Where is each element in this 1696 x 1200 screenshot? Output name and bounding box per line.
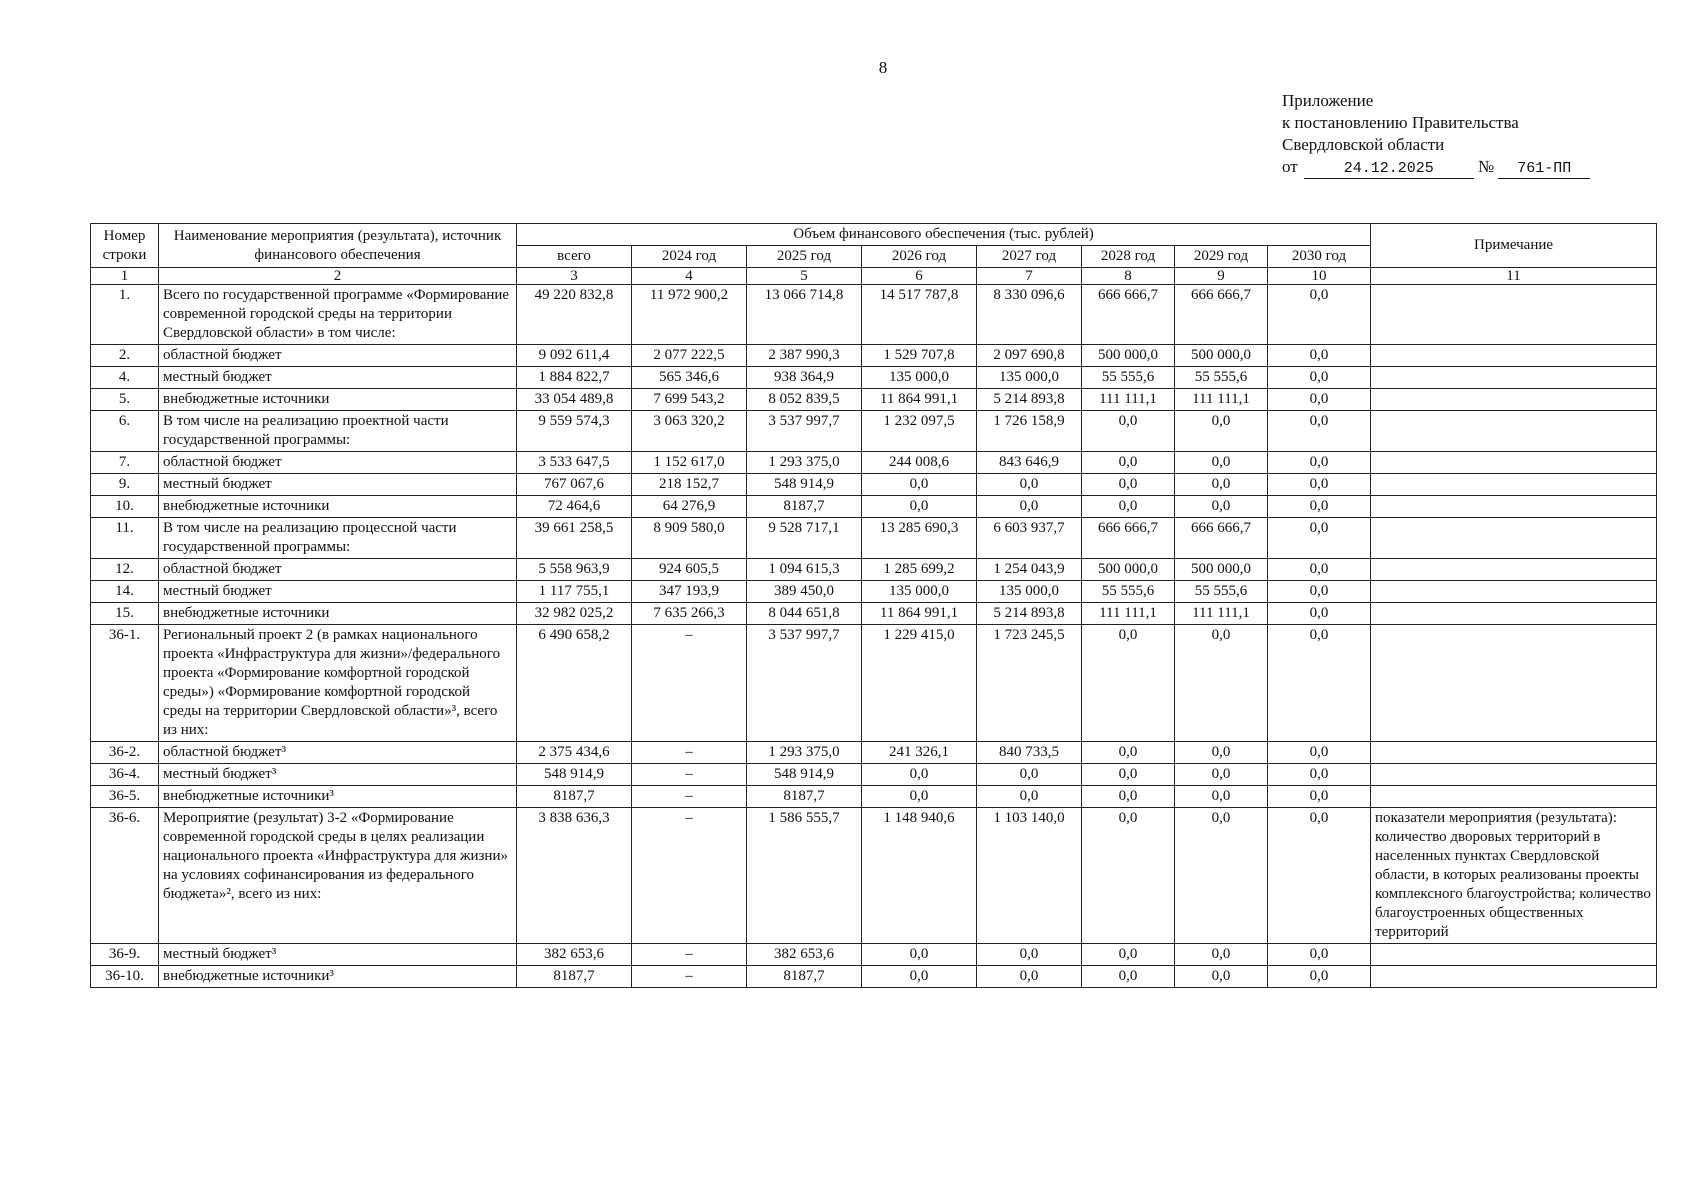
row-value: 0,0 [1268, 944, 1371, 966]
row-value: 1 094 615,3 [747, 559, 862, 581]
row-note [1371, 345, 1657, 367]
row-value: 2 077 222,5 [632, 345, 747, 367]
row-number: 6. [91, 411, 159, 452]
row-value: 0,0 [1268, 411, 1371, 452]
row-value: 135 000,0 [977, 367, 1082, 389]
row-name: В том числе на реализацию проектной части государственной программы: [159, 411, 517, 452]
row-number: 14. [91, 581, 159, 603]
header-name: Наименование мероприятия (результата), источник финансового обеспечения [159, 224, 517, 268]
row-value: 0,0 [862, 764, 977, 786]
row-value: 1 723 245,5 [977, 625, 1082, 742]
row-value: 500 000,0 [1082, 559, 1175, 581]
header-year: 2030 год [1268, 246, 1371, 268]
row-note [1371, 625, 1657, 742]
row-value: 0,0 [862, 496, 977, 518]
row-name: Всего по государственной программе «Формирование современной городской среды на территории Свердловской области» в том числе: [159, 285, 517, 345]
appendix-date-line [1282, 156, 1590, 179]
row-value: 111 111,1 [1175, 603, 1268, 625]
column-number: 9 [1175, 268, 1268, 285]
row-value: 548 914,9 [747, 764, 862, 786]
column-number: 11 [1371, 268, 1657, 285]
row-value: 0,0 [1082, 786, 1175, 808]
row-number: 4. [91, 367, 159, 389]
table-row [91, 367, 1657, 389]
row-value: 666 666,7 [1082, 285, 1175, 345]
column-number: 6 [862, 268, 977, 285]
row-value: 938 364,9 [747, 367, 862, 389]
column-number: 3 [517, 268, 632, 285]
row-number: 10. [91, 496, 159, 518]
row-value: 347 193,9 [632, 581, 747, 603]
row-value: – [632, 786, 747, 808]
row-value: 1 293 375,0 [747, 452, 862, 474]
row-value: 0,0 [1268, 966, 1371, 988]
row-note [1371, 474, 1657, 496]
financing-table [90, 223, 1657, 988]
row-value: 0,0 [1082, 966, 1175, 988]
row-value: 1 586 555,7 [747, 808, 862, 944]
table-row [91, 786, 1657, 808]
row-value: 0,0 [1082, 764, 1175, 786]
row-value: 0,0 [1268, 452, 1371, 474]
header-year: 2027 год [977, 246, 1082, 268]
row-value: 1 293 375,0 [747, 742, 862, 764]
table-body [91, 285, 1657, 988]
row-value: 5 214 893,8 [977, 603, 1082, 625]
row-value: 3 838 636,3 [517, 808, 632, 944]
table-row [91, 452, 1657, 474]
row-value: – [632, 944, 747, 966]
appendix-line-2: к постановлению Правительства [1282, 113, 1519, 132]
header-year: всего [517, 246, 632, 268]
row-value: 0,0 [977, 944, 1082, 966]
row-value: 500 000,0 [1175, 559, 1268, 581]
row-value: 5 214 893,8 [977, 389, 1082, 411]
table-row [91, 411, 1657, 452]
header-note: Примечание [1371, 224, 1657, 268]
row-value: 0,0 [1268, 367, 1371, 389]
row-value: 0,0 [1175, 411, 1268, 452]
row-name: внебюджетные источники [159, 603, 517, 625]
row-value: 0,0 [977, 786, 1082, 808]
row-value: 843 646,9 [977, 452, 1082, 474]
row-value: 0,0 [1082, 496, 1175, 518]
row-value: 1 884 822,7 [517, 367, 632, 389]
column-number: 2 [159, 268, 517, 285]
row-value: 72 464,6 [517, 496, 632, 518]
row-name: внебюджетные источники³ [159, 966, 517, 988]
row-value: 111 111,1 [1175, 389, 1268, 411]
column-number: 1 [91, 268, 159, 285]
header-year: 2026 год [862, 246, 977, 268]
row-value: 3 537 997,7 [747, 625, 862, 742]
table-row [91, 389, 1657, 411]
row-name: Мероприятие (результат) 3-2 «Формирование современной городской среды в целях реализации национального проекта «Инфраструктура для жизни» на условиях софинансирования из федерального бюджета»², всего из них: [159, 808, 517, 944]
row-value: 11 864 991,1 [862, 389, 977, 411]
row-number: 7. [91, 452, 159, 474]
row-value: 548 914,9 [517, 764, 632, 786]
row-note [1371, 742, 1657, 764]
row-name: областной бюджет [159, 559, 517, 581]
row-value: 0,0 [1268, 786, 1371, 808]
row-value: 1 232 097,5 [862, 411, 977, 452]
row-value: 666 666,7 [1175, 285, 1268, 345]
table-row [91, 474, 1657, 496]
column-number: 5 [747, 268, 862, 285]
decree-date: 24.12.2025 [1304, 160, 1474, 179]
row-value: 0,0 [1082, 742, 1175, 764]
row-value: 13 066 714,8 [747, 285, 862, 345]
row-value: 6 603 937,7 [977, 518, 1082, 559]
row-value: 1 103 140,0 [977, 808, 1082, 944]
row-value: 1 285 699,2 [862, 559, 977, 581]
row-number: 36-4. [91, 764, 159, 786]
column-number: 10 [1268, 268, 1371, 285]
row-note [1371, 389, 1657, 411]
row-note [1371, 581, 1657, 603]
row-note [1371, 603, 1657, 625]
table-row [91, 966, 1657, 988]
row-value: 0,0 [1268, 518, 1371, 559]
row-note [1371, 452, 1657, 474]
row-value: 8 909 580,0 [632, 518, 747, 559]
row-value: 39 661 258,5 [517, 518, 632, 559]
row-value: 1 148 940,6 [862, 808, 977, 944]
row-value: 7 635 266,3 [632, 603, 747, 625]
row-value: 767 067,6 [517, 474, 632, 496]
row-value: 0,0 [1268, 742, 1371, 764]
row-value: 8187,7 [747, 496, 862, 518]
row-name: областной бюджет [159, 345, 517, 367]
date-prefix: от [1282, 157, 1298, 176]
row-note [1371, 285, 1657, 345]
row-value: 0,0 [977, 474, 1082, 496]
row-name: внебюджетные источники [159, 389, 517, 411]
row-note: показатели мероприятия (результата): количество дворовых территорий в населенных пунктах Свердловской области, в которых реализованы проекты комплексного благоустройства; количество благоустроенных общественных территорий [1371, 808, 1657, 944]
row-value: 8187,7 [517, 966, 632, 988]
row-value: 0,0 [1268, 389, 1371, 411]
row-value: 548 914,9 [747, 474, 862, 496]
row-note [1371, 518, 1657, 559]
row-number: 36-5. [91, 786, 159, 808]
row-value: 7 699 543,2 [632, 389, 747, 411]
row-value: 0,0 [1268, 581, 1371, 603]
column-number: 4 [632, 268, 747, 285]
column-number: 7 [977, 268, 1082, 285]
row-value: 1 726 158,9 [977, 411, 1082, 452]
row-value: 0,0 [1082, 944, 1175, 966]
row-value: 11 864 991,1 [862, 603, 977, 625]
row-number: 36-1. [91, 625, 159, 742]
row-value: 9 092 611,4 [517, 345, 632, 367]
table-row [91, 742, 1657, 764]
row-value: – [632, 764, 747, 786]
row-value: 0,0 [1175, 452, 1268, 474]
row-value: 0,0 [1082, 808, 1175, 944]
row-value: 64 276,9 [632, 496, 747, 518]
row-value: 565 346,6 [632, 367, 747, 389]
row-value: 244 008,6 [862, 452, 977, 474]
row-value: 49 220 832,8 [517, 285, 632, 345]
row-value: 0,0 [1268, 625, 1371, 742]
row-value: 2 387 990,3 [747, 345, 862, 367]
table-row [91, 518, 1657, 559]
row-value: 9 528 717,1 [747, 518, 862, 559]
table-row [91, 496, 1657, 518]
row-value: 0,0 [1175, 742, 1268, 764]
row-number: 36-9. [91, 944, 159, 966]
row-name: внебюджетные источники [159, 496, 517, 518]
row-value: 840 733,5 [977, 742, 1082, 764]
row-value: 0,0 [862, 786, 977, 808]
row-value: 55 555,6 [1175, 581, 1268, 603]
row-value: 55 555,6 [1175, 367, 1268, 389]
row-value: 13 285 690,3 [862, 518, 977, 559]
row-value: 0,0 [1175, 625, 1268, 742]
row-name: внебюджетные источники³ [159, 786, 517, 808]
row-value: 0,0 [1082, 411, 1175, 452]
row-name: В том числе на реализацию процессной части государственной программы: [159, 518, 517, 559]
row-value: 0,0 [1175, 474, 1268, 496]
row-value: 33 054 489,8 [517, 389, 632, 411]
row-value: 0,0 [1082, 625, 1175, 742]
row-value: 0,0 [862, 474, 977, 496]
header-year: 2029 год [1175, 246, 1268, 268]
row-value: 0,0 [1268, 496, 1371, 518]
row-name: областной бюджет³ [159, 742, 517, 764]
row-value: 2 375 434,6 [517, 742, 632, 764]
row-number: 5. [91, 389, 159, 411]
row-value: 241 326,1 [862, 742, 977, 764]
row-value: 0,0 [977, 966, 1082, 988]
appendix-line-3: Свердловской области [1282, 135, 1445, 154]
row-value: 0,0 [1082, 452, 1175, 474]
row-number: 15. [91, 603, 159, 625]
row-value: 666 666,7 [1082, 518, 1175, 559]
row-value: 3 537 997,7 [747, 411, 862, 452]
row-value: 218 152,7 [632, 474, 747, 496]
row-value: 0,0 [1268, 345, 1371, 367]
row-value: 0,0 [1175, 764, 1268, 786]
row-value: – [632, 742, 747, 764]
column-numbers-row [91, 268, 1657, 285]
row-value: 0,0 [1175, 944, 1268, 966]
row-value: 5 558 963,9 [517, 559, 632, 581]
row-value: 0,0 [1175, 808, 1268, 944]
row-value: 135 000,0 [977, 581, 1082, 603]
row-value: 666 666,7 [1175, 518, 1268, 559]
row-value: 1 117 755,1 [517, 581, 632, 603]
row-value: 6 490 658,2 [517, 625, 632, 742]
row-value: – [632, 966, 747, 988]
row-value: 0,0 [862, 944, 977, 966]
row-value: 8187,7 [517, 786, 632, 808]
table-row [91, 559, 1657, 581]
row-value: 0,0 [1268, 603, 1371, 625]
row-note [1371, 944, 1657, 966]
row-value: 1 152 617,0 [632, 452, 747, 474]
row-value: 389 450,0 [747, 581, 862, 603]
table-row [91, 625, 1657, 742]
row-number: 11. [91, 518, 159, 559]
row-note [1371, 966, 1657, 988]
row-name: Региональный проект 2 (в рамках национального проекта «Инфраструктура для жизни»/федерального проекта «Формирование комфортной городской среды») «Формирование комфортной городской среды на территории Свердловской области»³, всего из них: [159, 625, 517, 742]
header-year: 2025 год [747, 246, 862, 268]
row-note [1371, 764, 1657, 786]
row-note [1371, 411, 1657, 452]
row-name: областной бюджет [159, 452, 517, 474]
row-value: 8 330 096,6 [977, 285, 1082, 345]
row-value: 0,0 [1268, 474, 1371, 496]
row-number: 36-10. [91, 966, 159, 988]
row-value: 55 555,6 [1082, 367, 1175, 389]
row-value: 3 063 320,2 [632, 411, 747, 452]
row-value: 8 044 651,8 [747, 603, 862, 625]
row-value: – [632, 625, 747, 742]
row-value: 2 097 690,8 [977, 345, 1082, 367]
row-note [1371, 786, 1657, 808]
row-number: 2. [91, 345, 159, 367]
row-value: 1 229 415,0 [862, 625, 977, 742]
row-value: 9 559 574,3 [517, 411, 632, 452]
row-value: 11 972 900,2 [632, 285, 747, 345]
row-value: 14 517 787,8 [862, 285, 977, 345]
row-value: 0,0 [862, 966, 977, 988]
row-value: 135 000,0 [862, 581, 977, 603]
column-number: 8 [1082, 268, 1175, 285]
row-value: 0,0 [977, 496, 1082, 518]
row-name: местный бюджет³ [159, 764, 517, 786]
header-row-number: Номер строки [91, 224, 159, 268]
appendix-line-1: Приложение [1282, 91, 1374, 110]
row-value: 0,0 [1082, 474, 1175, 496]
row-value: 924 605,5 [632, 559, 747, 581]
row-value: 8187,7 [747, 786, 862, 808]
row-value: 1 254 043,9 [977, 559, 1082, 581]
row-value: 500 000,0 [1082, 345, 1175, 367]
row-name: местный бюджет [159, 474, 517, 496]
row-value: – [632, 808, 747, 944]
page-number: 8 [878, 58, 888, 77]
row-number: 12. [91, 559, 159, 581]
row-name: местный бюджет³ [159, 944, 517, 966]
row-note [1371, 496, 1657, 518]
table-row [91, 345, 1657, 367]
row-value: 0,0 [1175, 966, 1268, 988]
row-number: 36-2. [91, 742, 159, 764]
table-row [91, 285, 1657, 345]
decree-number: 761-ПП [1498, 160, 1590, 179]
row-value: 0,0 [1268, 559, 1371, 581]
table-row [91, 944, 1657, 966]
row-value: 0,0 [1175, 786, 1268, 808]
row-value: 135 000,0 [862, 367, 977, 389]
appendix-header [1282, 90, 1590, 179]
row-value: 111 111,1 [1082, 389, 1175, 411]
row-value: 8187,7 [747, 966, 862, 988]
row-value: 0,0 [1268, 764, 1371, 786]
row-value: 3 533 647,5 [517, 452, 632, 474]
table-row [91, 764, 1657, 786]
row-value: 0,0 [1268, 285, 1371, 345]
row-value: 382 653,6 [747, 944, 862, 966]
row-note [1371, 367, 1657, 389]
row-value: 111 111,1 [1082, 603, 1175, 625]
row-value: 55 555,6 [1082, 581, 1175, 603]
row-value: 0,0 [1175, 496, 1268, 518]
row-number: 1. [91, 285, 159, 345]
row-name: местный бюджет [159, 581, 517, 603]
row-number: 9. [91, 474, 159, 496]
row-value: 8 052 839,5 [747, 389, 862, 411]
header-year: 2028 год [1082, 246, 1175, 268]
row-value: 0,0 [977, 764, 1082, 786]
table-row [91, 581, 1657, 603]
number-prefix: № [1477, 157, 1495, 176]
row-value: 382 653,6 [517, 944, 632, 966]
row-value: 500 000,0 [1175, 345, 1268, 367]
header-year: 2024 год [632, 246, 747, 268]
table-row [91, 808, 1657, 944]
row-value: 32 982 025,2 [517, 603, 632, 625]
row-value: 0,0 [1268, 808, 1371, 944]
row-name: местный бюджет [159, 367, 517, 389]
table-row [91, 603, 1657, 625]
row-value: 1 529 707,8 [862, 345, 977, 367]
row-number: 36-6. [91, 808, 159, 944]
row-note [1371, 559, 1657, 581]
header-volume: Объем финансового обеспечения (тыс. рублей) [517, 224, 1371, 246]
